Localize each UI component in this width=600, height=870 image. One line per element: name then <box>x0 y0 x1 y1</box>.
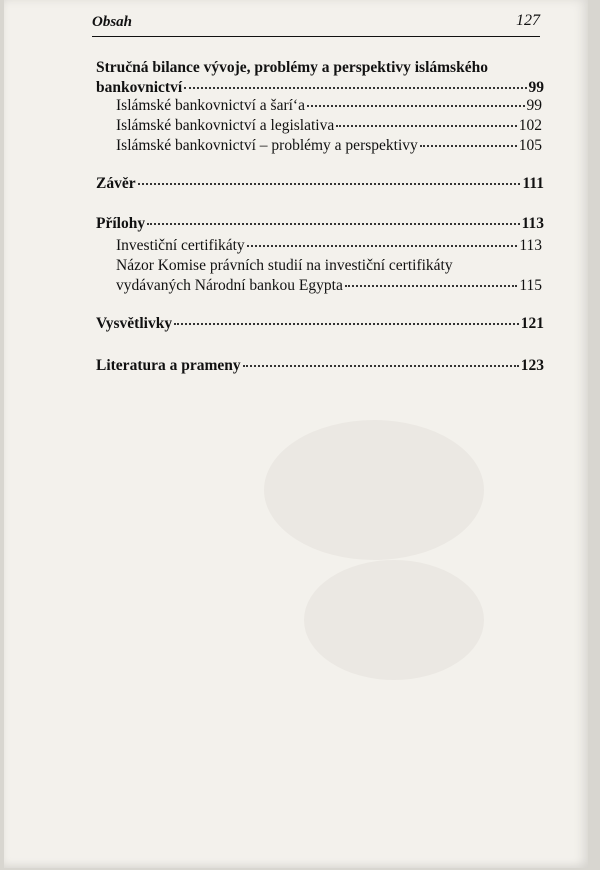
leader-dots <box>138 182 521 185</box>
toc-subentry <box>116 236 542 256</box>
page-stain <box>304 560 484 680</box>
leader-dots <box>336 124 517 127</box>
leader-dots <box>147 222 520 225</box>
leader-dots <box>420 144 517 147</box>
toc-entry-title: Stručná bilance vývoje, problémy a perspektivy islámského <box>96 59 488 76</box>
toc-page: 102 <box>518 117 542 134</box>
toc-page: 121 <box>520 315 544 332</box>
toc-subentry-title: Názor Komise právních studií na investiční certifikáty <box>116 257 453 274</box>
toc-page: 123 <box>520 357 544 374</box>
toc-page: 105 <box>518 137 542 154</box>
leader-dots <box>184 86 526 89</box>
toc-entry <box>96 214 544 234</box>
toc-entry-title: Přílohy <box>96 215 146 232</box>
running-header <box>92 8 540 37</box>
toc-entry-title: Závěr <box>96 175 136 192</box>
toc-subentry <box>116 116 542 136</box>
toc-page: 99 <box>528 79 544 96</box>
leader-dots <box>307 104 525 107</box>
toc-subentry-title: Investiční certifikáty <box>116 237 245 254</box>
toc-entry-title-cont: bankovnictví <box>96 79 183 96</box>
leader-dots <box>243 364 519 367</box>
toc-subentry <box>116 136 542 156</box>
page-number: 127 <box>516 12 540 29</box>
toc-page: 113 <box>519 237 542 254</box>
toc-page: 113 <box>521 215 544 232</box>
toc-entry <box>96 314 544 334</box>
toc-subentry-title: Islámské bankovnictví a legislativa <box>116 117 335 134</box>
toc-page: 99 <box>526 97 542 114</box>
leader-dots <box>247 244 518 247</box>
toc-subentry-title-cont: vydávaných Národní bankou Egypta <box>116 277 343 294</box>
page-stain <box>264 420 484 560</box>
toc-page: 111 <box>522 175 544 192</box>
leader-dots <box>174 322 519 325</box>
toc-entry-title: Vysvětlivky <box>96 315 173 332</box>
toc-entry <box>96 58 544 98</box>
section-title: Obsah <box>92 14 133 30</box>
toc-subentry-title: Islámské bankovnictví – problémy a perspektivy <box>116 137 418 154</box>
toc-entry <box>96 356 544 376</box>
toc-subentry-title: Islámské bankovnictví a šarí‘a <box>116 97 305 114</box>
toc-page: 115 <box>519 277 542 294</box>
toc-entry-title: Literatura a prameny <box>96 357 241 374</box>
leader-dots <box>345 284 517 287</box>
toc-subentry <box>116 256 542 296</box>
toc-entry <box>96 174 544 194</box>
toc-subentry <box>116 96 542 116</box>
